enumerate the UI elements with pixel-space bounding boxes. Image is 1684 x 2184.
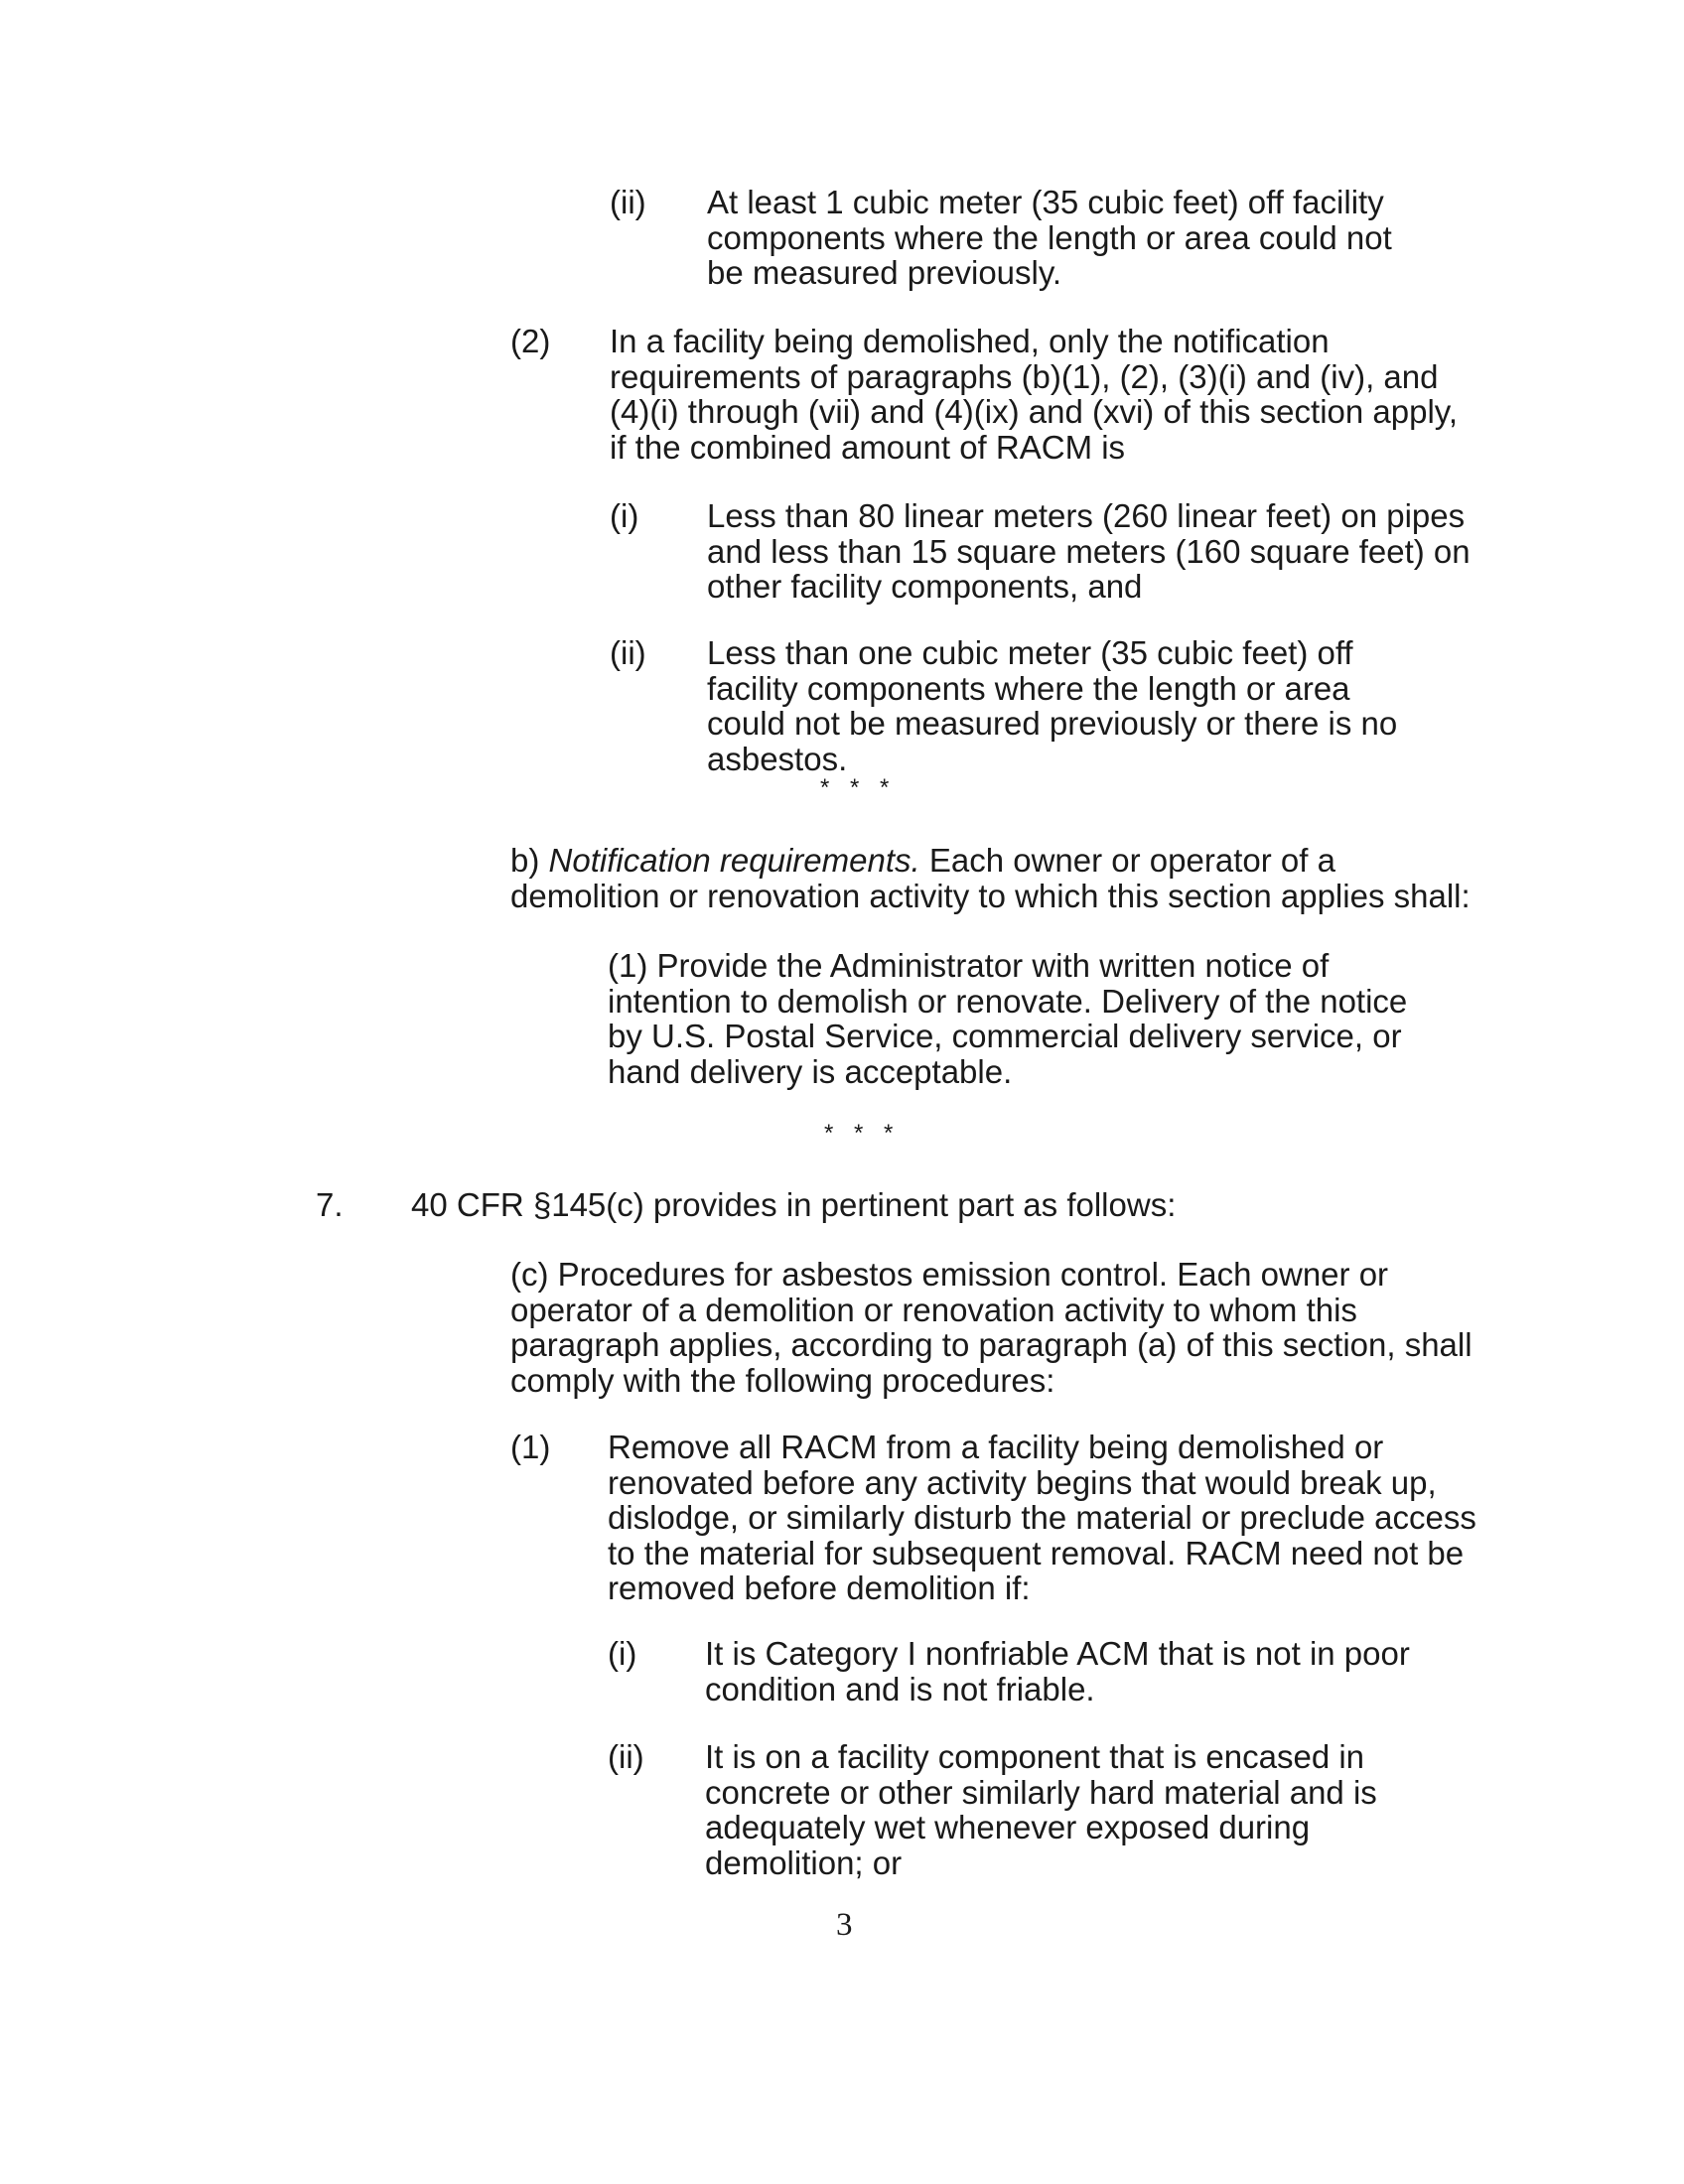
- item-text: Remove all RACM from a facility being demolished or renovated before any activity begins that would break up, dislodge, or similarly disturb the material or preclude access to the material for subsequent removal. RACM need not be removed before demolition if:: [608, 1429, 1476, 1606]
- section-c-paragraph: (c) Procedures for asbestos emission control. Each owner or operator of a demolition or renovation activity to whom this paragraph applies, according to paragraph (a) of this section, shall comply with the following procedures:: [510, 1256, 1473, 1399]
- section-b-prefix: b): [510, 842, 549, 879]
- section-b-heading: Notification requirements.: [548, 842, 920, 879]
- item-marker: (2): [510, 323, 551, 359]
- numbered-item-marker: 7.: [316, 1186, 344, 1223]
- item-text: At least 1 cubic meter (35 cubic feet) off facility components where the length or area could not be measured previously.: [707, 184, 1392, 291]
- item-text: Less than one cubic meter (35 cubic feet) off facility components where the length or area could not be measured previously or there is no asbestos.: [707, 634, 1398, 777]
- item-text: It is on a facility component that is encased in concrete or other similarly hard material and is adequately wet whenever exposed during demolition; or: [705, 1738, 1377, 1881]
- numbered-item-text: 40 CFR §145(c) provides in pertinent part as follows:: [411, 1186, 1177, 1223]
- section-break-stars: * * *: [820, 774, 897, 801]
- section-b-text: Each owner or operator of a demolition or renovation activity to which this section applies shall:: [510, 842, 1471, 914]
- item-marker: (ii): [608, 1738, 644, 1775]
- section-b-paragraph: [510, 843, 1483, 913]
- page-number: 3: [836, 1907, 853, 1943]
- item-marker: (1): [510, 1429, 551, 1465]
- item-marker: (i): [608, 1635, 637, 1672]
- section-b-1-paragraph: (1) Provide the Administrator with written notice of intention to demolish or renovate. Delivery of the notice by U.S. Postal Service, commercial delivery service, or hand delivery is acceptable.: [608, 947, 1408, 1090]
- item-text: Less than 80 linear meters (260 linear feet) on pipes and less than 15 square meters (160 square feet) on other facility components, and: [707, 497, 1471, 605]
- item-marker: (ii): [610, 634, 646, 671]
- item-text: It is Category I nonfriable ACM that is not in poor condition and is not friable.: [705, 1635, 1410, 1707]
- section-break-stars: * * *: [824, 1120, 901, 1147]
- item-text: In a facility being demolished, only the notification requirements of paragraphs (b)(1), (2), (3)(i) and (iv), and (4)(i) through (vii) and (4)(ix) and (xvi) of this section apply, if the combined amount of RACM is: [610, 323, 1459, 466]
- item-marker: (i): [610, 497, 639, 534]
- item-marker: (ii): [610, 184, 646, 220]
